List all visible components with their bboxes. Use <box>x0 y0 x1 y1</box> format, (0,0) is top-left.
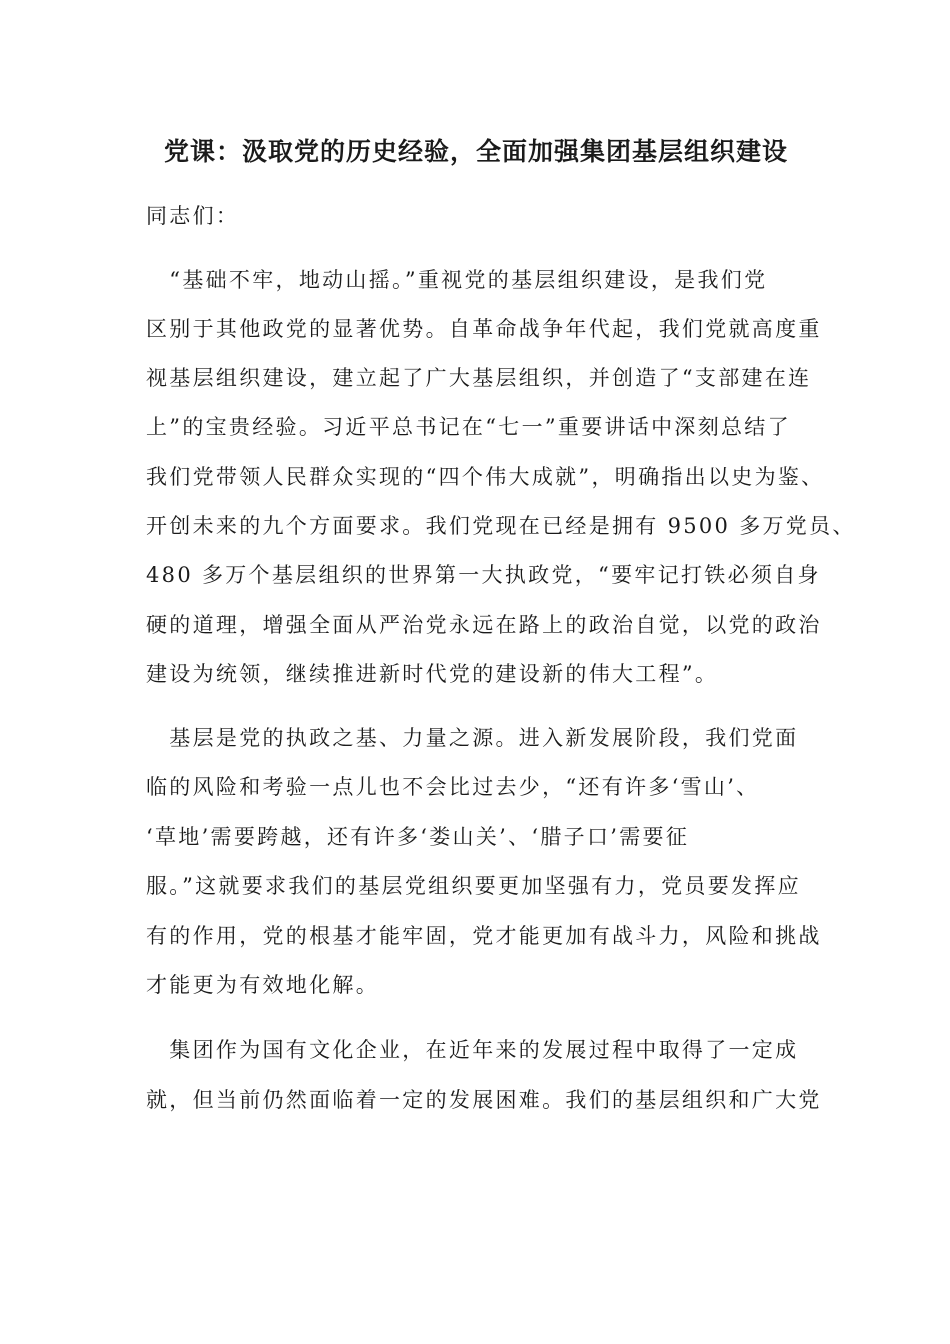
paragraph-line: 服。”这就要求我们的基层党组织要更加坚强有力，党员要发挥应 <box>146 874 801 898</box>
paragraph-line: 上”的宝贵经验。习近平总书记在“七一”重要讲话中深刻总结了 <box>146 415 791 439</box>
paragraph-line: 视基层组织建设，建立起了广大基层组织，并创造了“支部建在连 <box>146 366 812 390</box>
paragraph-line: 集团作为国有文化企业，在近年来的发展过程中取得了一定成 <box>146 1038 799 1062</box>
paragraph-line: “基础不牢，地动山摇。”重视党的基层组织建设，是我们党 <box>146 268 768 292</box>
paragraph-line: 开创未来的九个方面要求。我们党现在已经是拥有 9500 多万党员、 <box>146 514 856 538</box>
paragraph-line: 建设为统领，继续推进新时代党的建设新的伟大工程”。 <box>146 662 719 686</box>
paragraph-line: 有的作用，党的根基才能牢固，党才能更加有战斗力，风险和挑战 <box>146 924 822 948</box>
paragraph-line: 480 多万个基层组织的世界第一大执政党，“要牢记打铁必须自身 <box>146 563 821 587</box>
document-title: 党课：汲取党的历史经验，全面加强集团基层组织建设 <box>163 137 788 166</box>
paragraph-line: 才能更为有效地化解。 <box>146 973 379 997</box>
paragraph-line: ‘草地’需要跨越，还有许多‘娄山关’、‘腊子口’需要征 <box>146 825 690 849</box>
salutation: 同志们： <box>146 204 240 228</box>
paragraph-line: 基层是党的执政之基、力量之源。进入新发展阶段，我们党面 <box>146 726 799 750</box>
paragraph-line: 临的风险和考验一点儿也不会比过去少，“还有许多‘雪山’、 <box>146 775 760 799</box>
paragraph-line: 就，但当前仍然面临着一定的发展困难。我们的基层组织和广大党 <box>146 1088 822 1112</box>
paragraph-line: 区别于其他政党的显著优势。自革命战争年代起，我们党就高度重 <box>146 317 822 341</box>
paragraph-line: 我们党带领人民群众实现的“四个伟大成就”，明确指出以史为鉴、 <box>146 465 825 489</box>
paragraph-line: 硬的道理，增强全面从严治党永远在路上的政治自觉，以党的政治 <box>146 613 822 637</box>
